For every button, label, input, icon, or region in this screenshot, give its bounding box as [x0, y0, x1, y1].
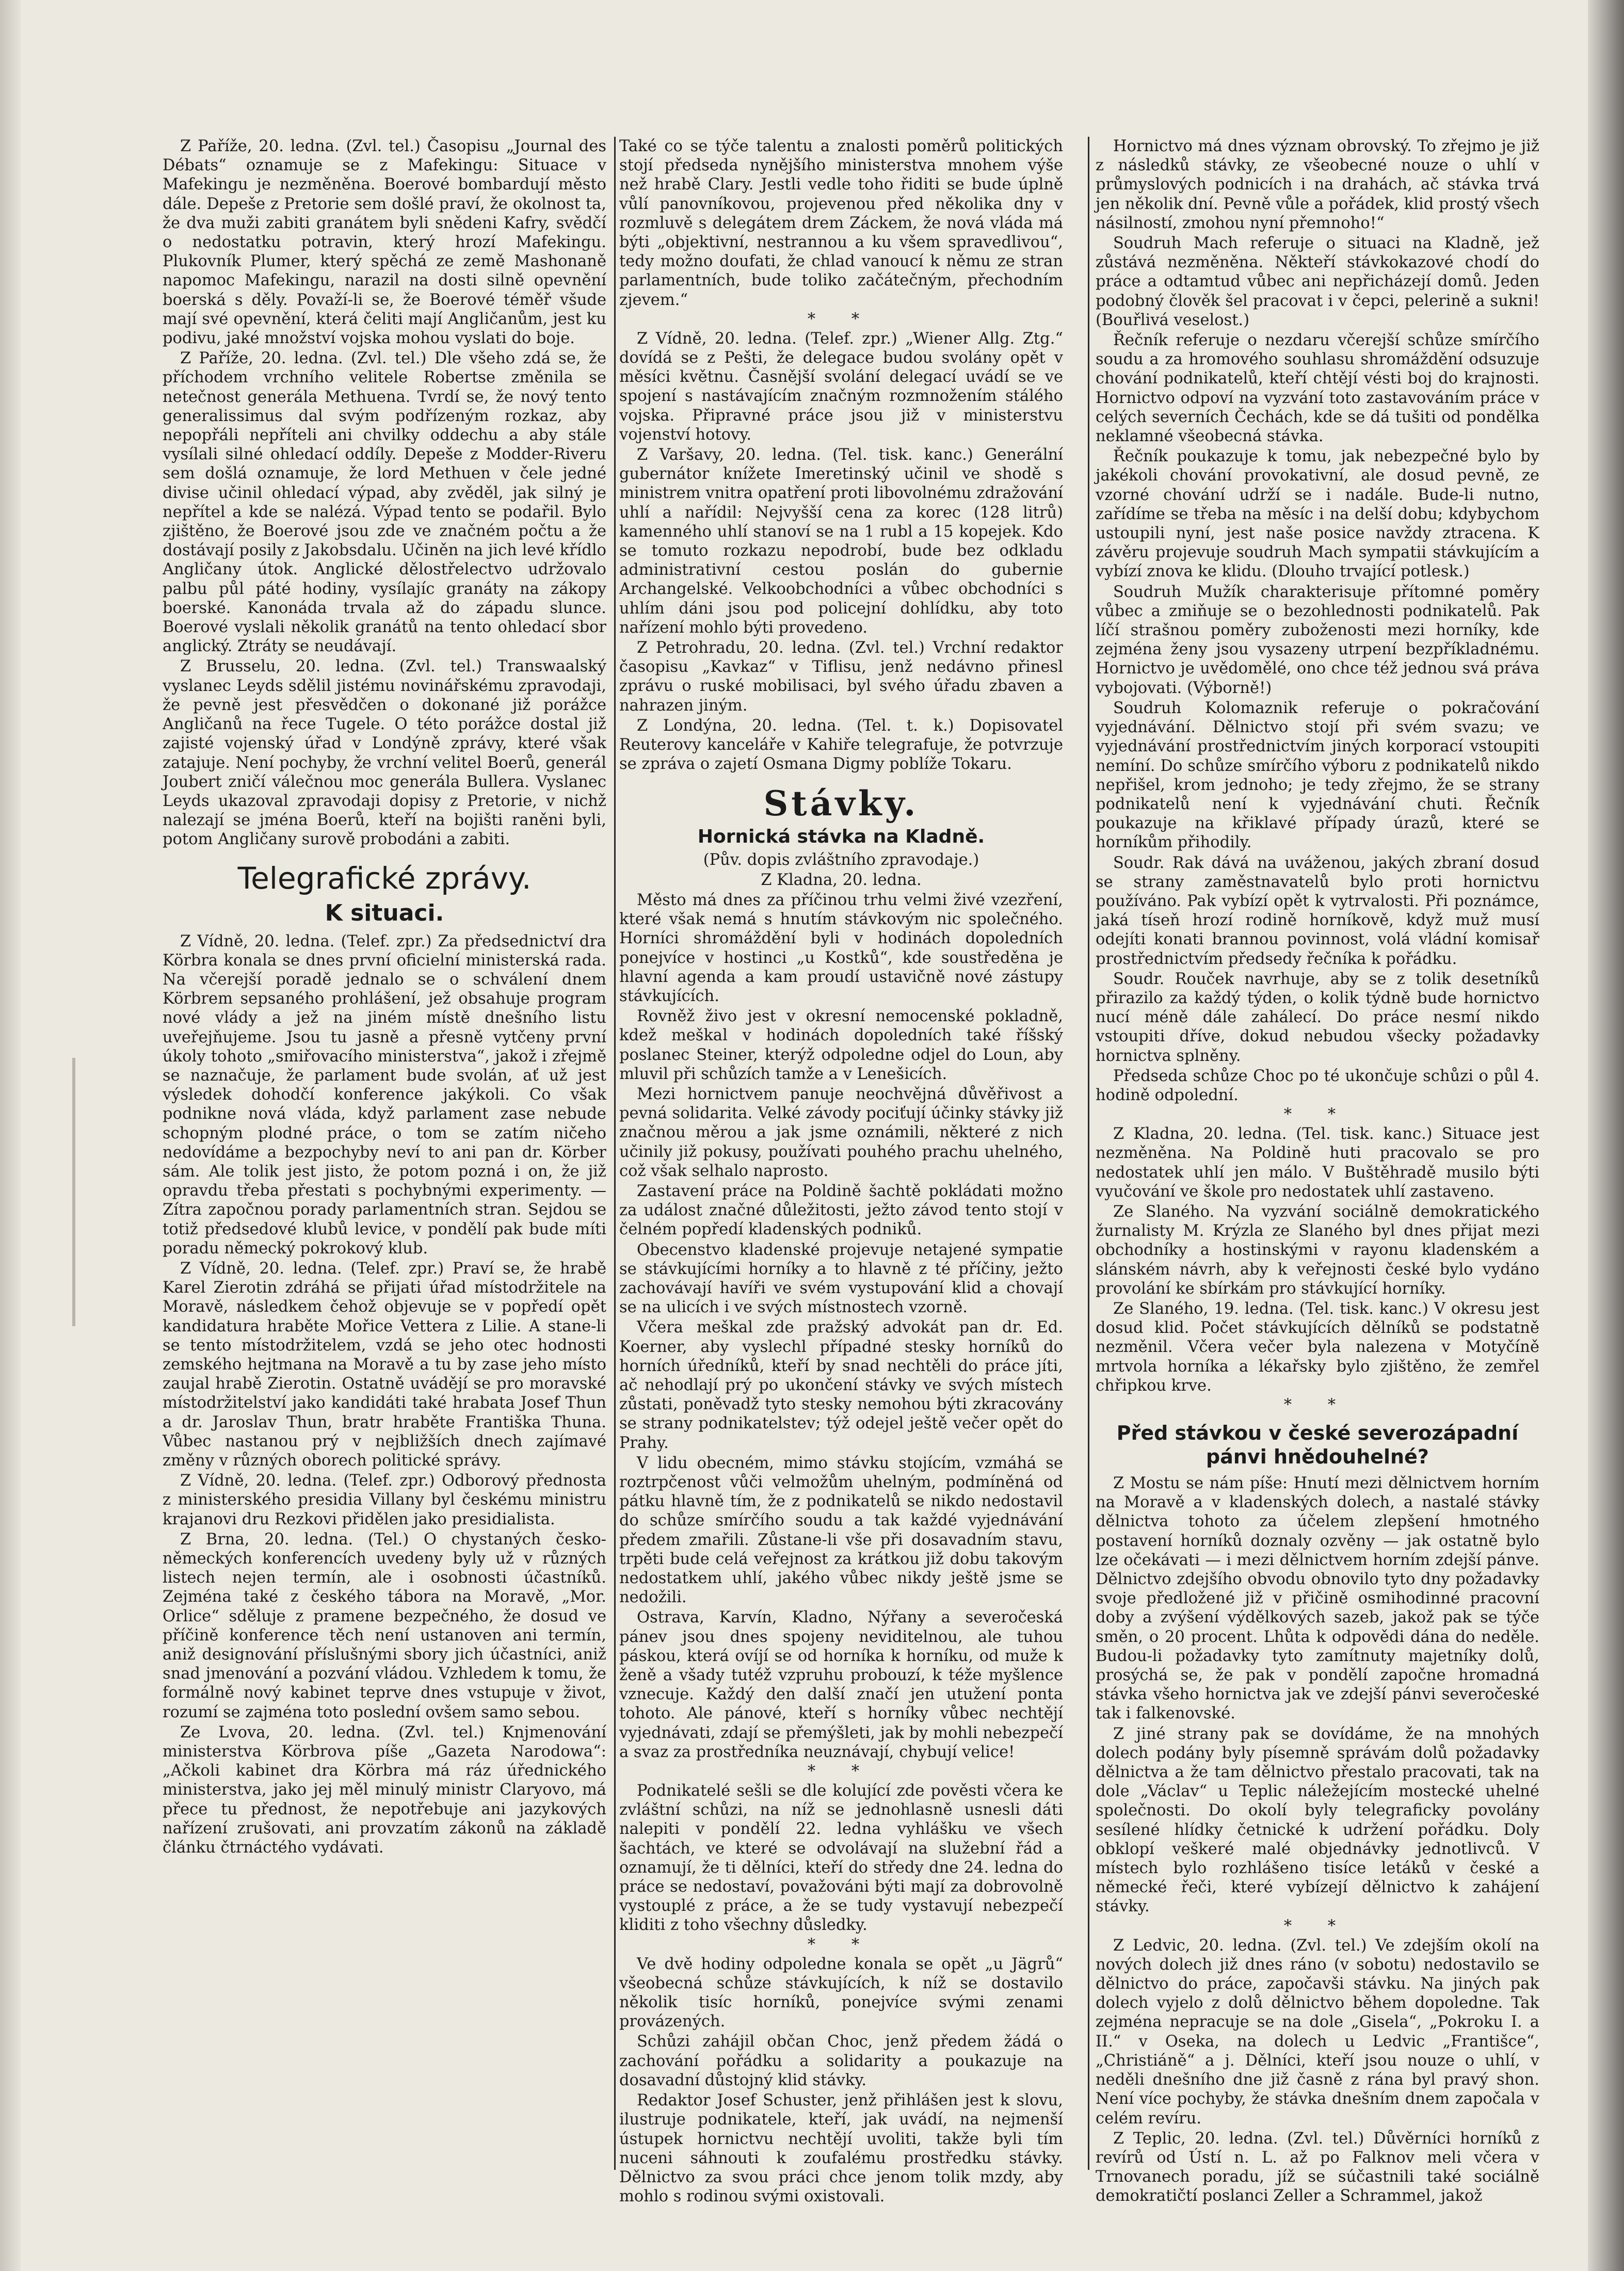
article-paragraph: Předseda schůze Choc po té ukončuje schůzi o půl 4. hodině odpolední. [1096, 1067, 1539, 1104]
article-paragraph: Soudruh Kolomaznik referuje o pokračování vyjednávání. Dělnictvo stojí při svém svazu; ve vyjednávání prostřednictvím jiných korporací vstoupiti nemíní. Do schůze smírčího výboru z podnikatelů nikdo nepřišel, krom jednoho; je tedy zřejmo, že se strany podnikatelů není k vyjednávání chuti. Řečník poukazuje na křiklavé případy úrazů, které se horníkům přihodily. [1096, 699, 1539, 852]
article-paragraph: Schůzi zahájil občan Choc, jenž předem žádá o zachování pořádku a solidarity a poukazuje na dosavadní důstojný klid stávky. [619, 2033, 1063, 2089]
article-paragraph: Z Brna, 20. ledna. (Tel.) O chystaných česko-německých konferencích uvedeny byly už v různých listech nejen termín, ale i osobnosti účastníků. Zejména také z českého tábora na Moravě, „Mor. Orlice“ sděluje z pramene bezpečného, že dosud ve příčině konference těch není ustanoven ani termín, aniž designování příslušnými sbory jich účastníci, aniž snad jmenování a pozvání vládou. Vzhledem k tomu, že formálně nový kabinet teprve dnes vstupuje v život, rozumí se zajména toto poslední ovšem samo sebou. [163, 1530, 606, 1721]
margin-mark [72, 1058, 75, 1326]
article-paragraph: Z Vídně, 20. ledna. (Telef. zpr.) „Wiener Allg. Ztg.“ dovídá se z Pešti, že delegace budou svolány opět v měsíci květnu. Časnější svolání delegací uvádí se ve spojení s nastávajícím značným rozmnožením stálého vojska. Připravné práce jsou již v ministerstvu vojenství hotovy. [619, 329, 1063, 444]
article-paragraph: Z Petrohradu, 20. ledna. (Zvl. tel.) Vrchní redaktor časopisu „Kavkaz“ v Tiflisu, jenž nedávno přinesl zprávu o ruské mobilisaci, byl svého úřadu zbaven a nahrazen jiným. [619, 639, 1063, 715]
separator-stars: * * [1283, 1396, 1352, 1414]
section-heading-telegraphic: Telegrafické zprávy. [237, 860, 532, 896]
dateline: Z Kladna, 20. ledna. [761, 871, 922, 889]
column-1 [163, 137, 606, 2175]
article-paragraph: Soudr. Rak dává na uváženou, jakých zbraní dosud se strany zaměstnavatelů bylo proti hornictvu používáno. Pak vybízí opět k vytrvalosti. Při poznámce, jaká tíseň hrozí rodině horníkově, když muž musí odejíti konati brannou povinnost, volá vládní komisař prostřednictvím předsedy řečníka k pořádku. [1096, 853, 1539, 968]
article-paragraph: Soudruh Mužík charakterisuje přítomné poměry vůbec a zmiňuje se o bezohlednosti podnikatelů. Pak líčí strašnou poměry zuboženosti mezi horníky, kde zejména ženy jsou vysazeny utrpení bezpříkladnému. Hornictvo je uvědomělé, ono chce též jednou svá práva vybojovati. (Výborně!) [1096, 583, 1539, 697]
article-paragraph: Zastavení práce na Poldině šachtě pokládati možno za událost značné důležitosti, ježto závod tento stojí v čelném popředí kladenských podniků. [619, 1182, 1063, 1239]
article-paragraph: Rovněž živo jest v okresní nemocenské pokladně, kdež meškal v hodinách dopoledních také říšský poslanec Steiner, kterýž odpoledne odjel do Loun, aby mluvil při schůzích tamže a v Lenešicích. [619, 1007, 1063, 1083]
article-paragraph: Ze Lvova, 20. ledna. (Zvl. tel.) Knjmenování ministerstva Körbrova píše „Gazeta Narodowa“: „Ačkoli kabinet dra Körbra má ráz úřednického ministerstva, jako jej měl minulý ministr Claryovo, má přece tu přednost, že nepotřebuje ani jazykových nařízení zrušovati, ani provzatím zákonů na základě článku čtrnáctého vydávati. [163, 1723, 606, 1857]
column-rule-2 [1088, 137, 1089, 2170]
article-paragraph: Ostrava, Karvín, Kladno, Nýřany a severočeská pánev jsou dnes spojeny neviditelnou, ale tuhou páskou, která ovíjí se od horníka k horníku, od muže k ženě a všady tutéž vzpruhu probouzí, k téže myšlence vznecuje. Každý den další značí jen utužení ponta tohoto. Ale pánové, kteří s horníky vůbec nechtějí vyjednávati, zdají se přemýšleti, jak by mohli nebezpečí a svaz za prostředníka neuznávají, chybují velice! [619, 1608, 1063, 1761]
page-edge-shadow [1588, 0, 1624, 2271]
article-paragraph: Ze Slaného, 19. ledna. (Tel. tisk. kanc.) V okresu jest dosud klid. Počet stávkujících dělníků se podstatně nezměnil. Včera večer byla nalezena v Motyčíně mrtvola horníka a lékařsky bylo zjištěno, že zemřel chřipkou krve. [1096, 1299, 1539, 1395]
column-3 [1096, 137, 1539, 2205]
article-paragraph: Z Kladna, 20. ledna. (Tel. tisk. kanc.) Situace jest nezměněna. Na Poldině huti pracovalo se pro nedostatek uhlí jen málo. V Buštěhradě musilo býti vyučování ve škole pro nedostatek uhlí zastaveno. [1096, 1125, 1539, 1201]
article-paragraph: Řečník referuje o nezdaru včerejší schůze smírčího soudu a za hromového souhlasu shromáždění odsuzuje chování podnikatelů, kteří chtějí vésti boj do krajnosti. Hornictvo odpoví na vyzvání toto zastavováním práce v celých severních Čechách, kde se dá tušiti od pondělka neklamné všeobecná stávka. [1096, 331, 1539, 446]
article-paragraph: Z Ledvic, 20. ledna. (Zvl. tel.) Ve zdejším okolí na nových dolech již dnes ráno (v sobotu) nedostavilo se dělnictvo do práce, započavši stávku. Na jiných pak dolech vyjelo z dolů dělnictvo během dopoledne. Tak zejména nepracuje se na dole „Gisela“, „Pokroku I. a II.“ v Oseka, na dolech u Ledvic „Františce“, „Christiáně“ a j. Dělníci, kteří jsou nouze o uhlí, v neděli dnešního dne již časně z rána byl pravý shon. Není více pochyby, že stávka dnešním dnem započala v celém revíru. [1096, 1936, 1539, 2128]
separator-stars: * * [807, 310, 875, 328]
column-rule-1 [614, 137, 616, 2170]
article-paragraph: Z Mostu se nám píše: Hnutí mezi dělnictvem horním na Moravě a v kladenských dolech, a nastalé stávky dělnictva tohoto za účelem zlepšení hmotného postavení horníků doznaly ozvěny — jak ostatně bylo lze očekávati — i mezi dělnictvem horním zdejší pánve. Dělnictvo zdejšího obvodu obnovilo tyto dny požadavky svoje předložené již v přičině osmihodinné pracovní doby a zvýšení výdělkových sazeb, jakož pak se týče směn, o 20 procent. Lhůta k odpovědi dána do neděle. Budou-li požadavky tyto zamítnuty majetníky dolů, prosýchá se, že pak v pondělí započne hromadná stávka všeho hornictva jak ve zdejší pánvi severočeské tak i falkenovské. [1096, 1474, 1539, 1723]
article-paragraph: Z Brusselu, 20. ledna. (Zvl. tel.) Transwaalský vyslanec Leyds sdělil jistému novinářskému zpravodaji, že pevně jest přesvědčen o dokonané již porážce Angličanů na řece Tugele. O této porážce dostal již zajisté vojenský úřad v Londýně zprávy, které však zatajuje. Není pochyby, že vrchní velitel Boerů, generál Joubert zničí válečnou moc generála Bullera. Vyslanec Leyds ukazoval zpravodaji dopisy z Pretorie, v nichž nalezají se jména Boerů, kteří na bojišti raněni byli, potom Angličany surově probodáni a zabiti. [163, 657, 606, 849]
separator-stars: * * [1283, 1105, 1352, 1124]
article-paragraph: Mezi hornictvem panuje neochvějná důvěřivost a pevná solidarita. Velké závody pociťují účinky stávky již značnou měrou a jak jsme oznámili, některé z nich učinily již pokusy, používati pouhého prachu uhelného, což však selhalo naprosto. [619, 1085, 1063, 1180]
article-paragraph: Soudr. Rouček navrhuje, aby se z tolik desetníků přirazilo za každý týden, o kolik týdně bude hornictvo nucí méně dále zahálecí. Do práce nesmí nikdo vstoupiti dříve, dokud nebudou všecky požadavky hornictva splněny. [1096, 970, 1539, 1065]
separator-stars: * * [1283, 1916, 1352, 1935]
article-paragraph: Soudruh Mach referuje o situaci na Kladně, jež zůstává nezměněna. Někteří stávkokazové chodí do práce a odtamtud vůbec ani nepřicházejí domů. Jeden podobný člověk šel pracovat i v čepci, pelerině a sukni! (Bouřlivá veselost.) [1096, 234, 1539, 329]
article-heading-kladno: Hornická stávka na Kladně. [697, 826, 985, 847]
section-heading-strikes: Stávky. [763, 783, 919, 824]
separator-stars: * * [807, 1935, 875, 1954]
article-paragraph: Podnikatelé sešli se dle kolující zde pověsti včera ke zvláštní schůzi, na níž se jednohlasně usnesli dáti nalepiti v pondělí 22. ledna vyhlášku ve všech šachtách, ve které se odvolávají na služební řád a oznamují, že ti dělníci, kteří do středy dne 24. ledna do práce se nedostaví, považováni býti mají za dobrovolně vystouplé z práce, a že se tudy vystavují nebezpečí kliditi z toho všechny důsledky. [619, 1782, 1063, 1935]
article-paragraph: Hornictvo má dnes význam obrovský. To zřejmo je již z následků stávky, ze všeobecné nouze o uhlí v průmyslových podnicích i na drahách, ač stávka trvá jen několik dní. Pevně vůle a pořádek, klid prostý všech násilností, zmohou nyní přemnoho!“ [1096, 137, 1539, 232]
article-paragraph: Redaktor Josef Schuster, jenž přihlášen jest k slovu, ilustruje podnikatele, kteří, jak uvádí, na nejmenší ústupek hornictvu nechtějí uvoliti, takže byli tím nuceni sáhnouti k zoufalému prostředku stávky. Dělnictvo za svou práci chce jenom tolik mzdy, aby mohlo s rodinou svými oxistovali. [619, 2091, 1063, 2206]
article-heading-before-strike: Před stávkou v české severozápadní pánvi hnědouhelné? [1116, 1422, 1519, 1468]
article-paragraph: Z Vídně, 20. ledna. (Telef. zpr.) Za předsednictví dra Körbra konala se dnes první oficielní ministerská rada. Na včerejší poradě jednalo se o schválení dnem Körbrem sepsaného prohlášení, jež obsahuje program nové vlády a jež na jiném místě dnešního listu uveřejňujeme. Jsou tu jasně a přesně vytčeny první úkoly tohoto „smiřovacího ministerstva“, jakož i zřejmě se naznačuje, že parlament bude svolán, ať už jest výsledek dohodčí konference jakýkoli. Co však podnikne nová vláda, když parlament zase nebude schopným plodné práce, o tom se zatím ničeho nedovídáme a bezpochyby neví to ani pan dr. Körber sám. Ale tolik jest jisto, že potom pozná i on, že již opravdu třeba přestati s pochybnými experimenty. — Zítra započnou porady parlamentních stran. Sejdou se totiž předsedové klubů levice, v pondělí pak bude míti poradu německý pokrokový klub. [163, 932, 606, 1258]
article-paragraph: Z Varšavy, 20. ledna. (Tel. tisk. kanc.) Generální gubernátor knížete Imeretinský učinil ve shodě s ministrem vnitra opatření proti libovolnému zdražování uhlí a nařídil: Nejvyšší cena za korec (128 litrů) kamenného uhlí stanoví se na 1 rubl a 15 kopejek. Kdo se tomuto rozkazu nepodrobí, bude bez odkladu administrativní cestou poslán do gubernie Archangelské. Velkoobchodníci a vůbec obchodníci s uhlím dáni jsou pod policejní dohlídku, aby toto nařízení mohlo býti provedeno. [619, 446, 1063, 637]
article-paragraph: Z Vídně, 20. ledna. (Telef. zpr.) Odborový přednosta z ministerského presidia Villany byl českému ministru krajanovi dru Rezkovi přidělen jako presidialista. [163, 1472, 606, 1528]
page-binding-shadow [0, 0, 21, 2271]
article-paragraph: Z Paříže, 20. ledna. (Zvl. tel.) Časopisu „Journal des Débats“ oznamuje se z Mafekingu: Situace v Mafekingu je nezměněna. Boerové bombardují město dále. Depeše z Pretorie sem došlé praví, že okolnost ta, že dva muži zabiti granátem byli snědeni Kafry, svědčí o nedostatku potravin, který hrozí Mafekingu. Plukovník Plumer, který spěchá ze země Mashonaně napomoc Mafekingu, narazil na dosti silně opevnění boerská s děly. Považí-li se, že Boerové téměř všude mají své opevnění, která čeliti mají Angličanům, jest ku podivu, jaké množství vojska mohou vyslati do boje. [163, 137, 606, 348]
article-paragraph: Také co se týče talentu a znalosti poměrů politických stojí předseda nynějšího ministerstva mnohem výše než hrabě Clary. Jestli vedle toho řiditi se bude úplně vůlí panovníkovou, projevenou před několika dny v rozmluvě s delegátem drem Záckem, že nová vláda má býti „objektivní, nestrannou a ku všem spravedlivou“, tedy možno doufati, že chlad vanoucí k němu ze stran parlamentních, bude toliko začátečným, přechodním zjevem.“ [619, 137, 1063, 309]
column-2 [619, 137, 1063, 2206]
article-paragraph: Z Londýna, 20. ledna. (Tel. t. k.) Dopisovatel Reuterovy kanceláře v Kahiře telegrafuje, že potvrzuje se zpráva o zajetí Osmana Digmy poblíže Tokaru. [619, 716, 1063, 774]
article-paragraph: Obecenstvo kladenské projevuje netajené sympatie se stávkujícími horníky a to hlavně z té příčiny, ježto zachovávají havíři ve svém vystupování klid a chovají se na ulicích i ve svých místnostech vzorně. [619, 1241, 1063, 1317]
article-paragraph: Řečník poukazuje k tomu, jak nebezpečné bylo by jakékoli chování provokativní, ale dosud pevně, ze vzorné chování udrží se i nadále. Bude-li nutno, zařídíme se třeba na měsíc i na delší dobu; kdybychom ustoupili nyní, jest naše posice navždy ztracena. K závěru projevuje soudruh Mach sympatii stávkujícím a vybízí znova ke klidu. (Dlouho trvající potlesk.) [1096, 447, 1539, 581]
section-subheading-situation: K situaci. [325, 899, 444, 926]
article-paragraph: Včera meškal zde pražský advokát pan dr. Ed. Koerner, aby vyslechl případné stesky horníků do horních úředníků, kteří by snad nechtěli do práce jíti, ač nehodlají prý po ukončení stávky ve svých místech zůstati, poněvadž tyto stesky nemohou býti zkracovány se strany podnikatelstev; týž odejel ještě večer opět do Prahy. [619, 1318, 1063, 1452]
article-paragraph: Z jiné strany pak se dovídáme, že na mnohých dolech podány byly písemně správám dolů požadavky dělnictva a že tam dělnictvo přestalo pracovati, tak na dole „Václav“ u Teplic náležejícím mostecké uhelné společnosti. Do okolí byly telegraficky povolány sesílené hlídky četnické k udržení pořádku. Doly obklopí veškeré malé objednávky jednotlivců. V místech bylo rozhlášeno tisíce letáků v české a německé řeči, které vybízejí dělnictvo k zahájení stávky. [1096, 1725, 1539, 1916]
article-paragraph: Z Vídně, 20. ledna. (Telef. zpr.) Praví se, že hrabě Karel Zierotin zdráhá se přijati úřad místodržitele na Moravě, následkem čehož objevuje se v popředí opět kandidatura hraběte Mořice Vettera z Lilie. A stane-li se tento místodržitelem, vzdá se jeho otec hodnosti zemského hejtmana na Moravě a tu by zase jeho místo zaujal hrabě Zierotin. Ostatně uvádějí se pro moravské místodržitelství jako kandidáti také hrabata Josef Thun a dr. Jaroslav Thun, bratr hraběte Františka Thuna. Vůbec nastanou prý v nejbližších dnech zajímavé změny v různých oborech politické správy. [163, 1259, 606, 1470]
article-paragraph: Z Paříže, 20. ledna. (Zvl. tel.) Dle všeho zdá se, že příchodem vrchního velitele Robertse změnila se netečnost generála Methuena. Tvrdí se, že nový tento generalissimus dal svým podřízeným rozkaz, aby nepopřáli nepříteli ani chvilky oddechu a aby stále vysílali silné ohledací oddíly. Depeše z Modder-Riveru sem došlá oznamuje, že lord Methuen v čele jedné divise učinil ohledací výpad, aby zvěděl, jak silný je nepřítel a kde se nalézá. Výpad tento se podařil. Bylo zjištěno, že Boerové jsou zde ve značném počtu a že dostávají posily z Jakobsdalu. Učiněn na jich levé křídlo Angličany útok. Anglické dělostřelectvo udržovalo palbu půl páté hodiny, vysílajíc granáty na zákopy boerské. Kanonáda trvala až do západu slunce. Boerové vyslali několik granátů na tento ohledací sbor anglický. Ztráty se neudávají. [163, 349, 606, 656]
article-paragraph: Z Teplic, 20. ledna. (Zvl. tel.) Důvěrníci horníků z revírů od Ústí n. L. až po Falknov meli včera v Trnovanech poradu, jíž se súčastnili také sociálně demokratičtí poslanci Zeller a Schrammel, jakož [1096, 2129, 1539, 2205]
article-paragraph: Ze Slaného. Na vyzvání sociálně demokratického žurnalisty M. Krýzla ze Slaného byl dnes přijat mezi obchodníky a hostinskými v rayonu kladenském a slánském návrh, aby k veřejnosti české bylo vydáno provolání ke sbírkám pro stávkující horníky. [1096, 1202, 1539, 1298]
source-note: (Pův. dopis zvláštního zpravodaje.) [703, 850, 979, 869]
separator-stars: * * [807, 1762, 875, 1781]
article-paragraph: Město má dnes za příčinou trhu velmi živé vzezření, které však nemá s hnutím stávkovým nic společného. Horníci shromáždění byli v hodinách dopoledních ponejvíce v hostinci „u Kostků“, kde soustředěna je hlavní agenda a kam proudí ustavičně nové zástupy stávkujících. [619, 891, 1063, 1005]
article-paragraph: V lidu obecném, mimo stávku stojícím, vzmáhá se roztrpčenost vůči velmožům uhelným, podmíněná od pátku hlavně tím, že z podnikatelů se nikdo nedostavil do schůze smírčího soudu a tak každé vyjednávání předem zmařili. Zůstane-li vše při dosavadním stavu, trpěti bude celá veřejnost za krátkou již dobu takovým nedostatkem uhlí, jakého vůbec nikdy ještě jsme se nedožili. [619, 1454, 1063, 1607]
article-paragraph: Ve dvě hodiny odpoledne konala se opět „u Jägrů“ všeobecná schůze stávkujících, k níž se dostavilo několik tisíc horníků, ponejvíce svými zenami provázených. [619, 1955, 1063, 2031]
